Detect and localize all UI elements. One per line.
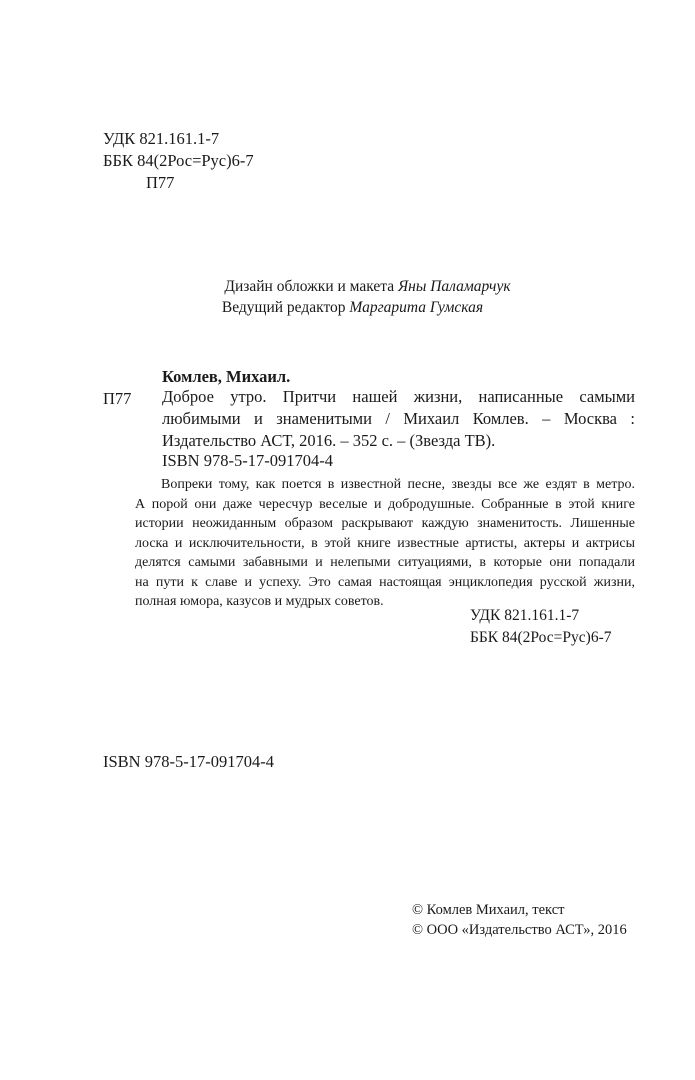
cover-designer-name: Яны Паламарчук [397,278,511,295]
cover-design-label: Дизайн обложки и макета [224,278,395,295]
description-line: Доброе утро. Притчи нашей жизни, написанные самыми [162,387,635,406]
copyright-publisher: © ООО «Издательство АСТ», 2016 [412,922,627,938]
catalog-description [162,386,635,452]
cover-design-credit [0,276,695,297]
annotation-line: истории неожиданным образом раскрывают каждую знаменитость. Лишенные [135,516,635,531]
annotation-line: полная юмора, казусов и мудрых советов. [135,594,384,609]
editor-name: Маргарита Гумская [349,299,484,316]
editor-label: Ведущий редактор [221,299,346,316]
credits-block [0,276,695,318]
copyright-block [412,900,627,940]
annotation-line: делятся самыми забавными и нелепыми ситуациями, в которые они попадали [135,555,635,570]
annotation-line: А порой они даже чересчур веселые и добродушные. Собранные в этой книге [135,496,635,512]
annotation-line: на пути к славе и успеху. Это самая настоящая энциклопедия русской жизни, [135,574,635,590]
catalog-author: Комлев, Михаил. [162,367,291,386]
catalog-isbn: ISBN 978-5-17-091704-4 [162,451,333,470]
annotation-line: Вопреки тому, как поется в известной песне, звезды все же ездят в метро. [161,477,635,492]
editor-credit [0,297,695,318]
catalog-author-mark: П77 [103,389,132,408]
right-classification-codes [470,605,612,649]
annotation [135,475,635,612]
bbk-code: ББК 84(2Рос=Рус)6-7 [103,151,254,170]
author-mark: П77 [146,173,175,192]
udk-code: УДК 821.161.1-7 [470,607,580,624]
annotation-line: лоска и исключительности, в этой книге известные артисты, актеры и актрисы [135,535,635,551]
top-classification-codes [103,128,254,194]
description-line: любимыми и знаменитыми / Михаил Комлев. – Москва : [162,409,635,428]
copyright-author: © Комлев Михаил, текст [412,902,565,918]
isbn-bottom: ISBN 978-5-17-091704-4 [103,752,274,771]
description-line: Издательство АСТ, 2016. – 352 с. – (Звезда ТВ). [162,431,496,450]
bbk-code: ББК 84(2Рос=Рус)6-7 [470,629,612,646]
udk-code: УДК 821.161.1-7 [103,129,220,148]
